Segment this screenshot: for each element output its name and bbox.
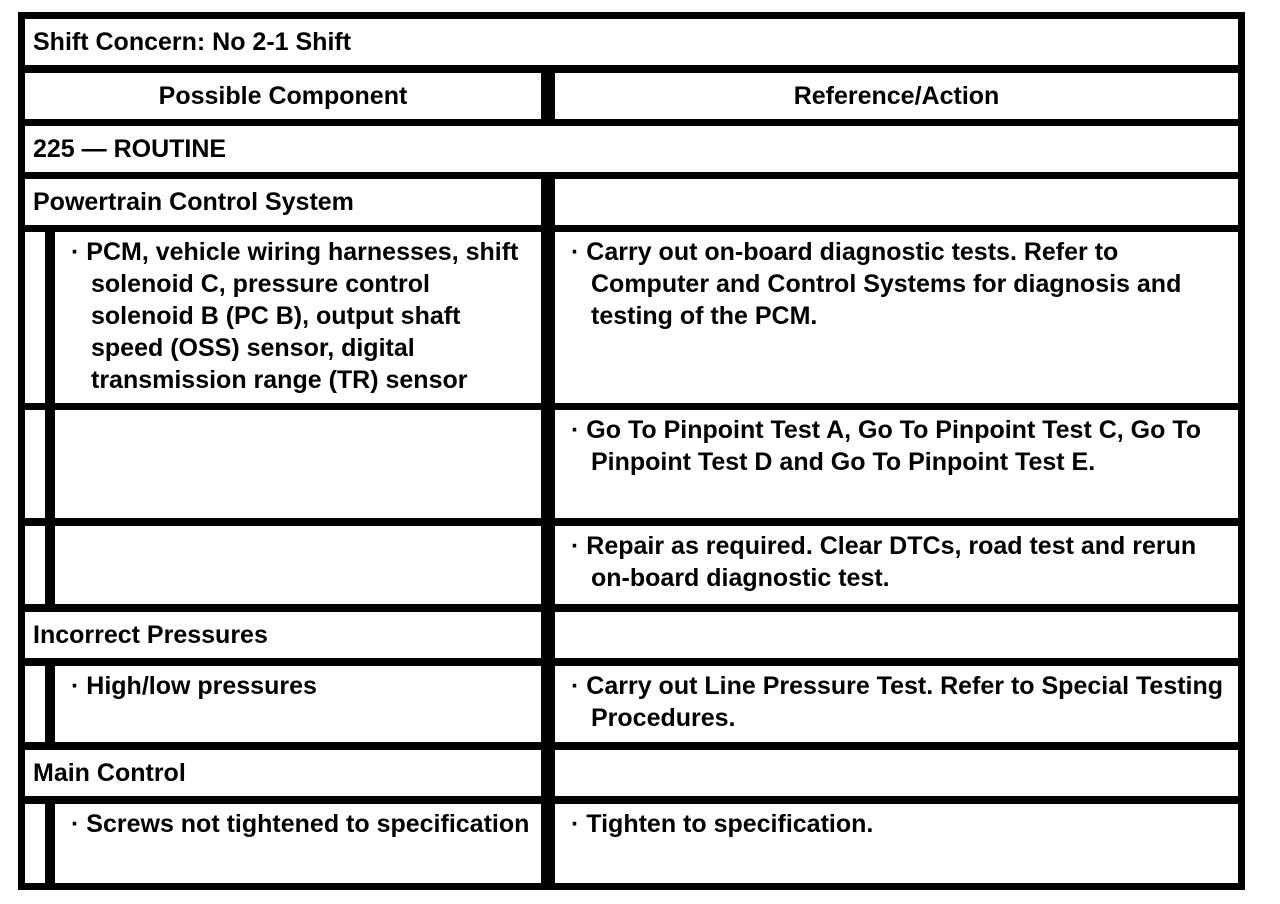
header-possible-component <box>25 73 541 119</box>
routine-row <box>25 126 1238 172</box>
indent-spacer <box>25 804 45 883</box>
group-heading-main-control-label: Main Control <box>33 759 186 787</box>
action-text: Go To Pinpoint Test A, Go To Pinpoint Test C, Go To Pinpoint Test D and Go To Pinpoint Test E. <box>586 416 1202 476</box>
component-text: PCM, vehicle wiring harnesses, shift solenoid C, pressure control solenoid B (PC B), output shaft speed (OSS) sensor, digital transmission range (TR) sensor <box>86 238 519 394</box>
group-heading-powertrain-label: Powertrain Control System <box>33 188 354 216</box>
indent-spacer <box>25 232 45 403</box>
bullet: · <box>571 238 580 266</box>
diagnostic-table <box>18 12 1245 890</box>
indent-spacer <box>25 526 45 604</box>
table-row-action <box>555 232 1238 403</box>
table-row-component <box>55 666 541 742</box>
table-row-action <box>555 410 1238 518</box>
group-heading-powertrain <box>25 179 541 225</box>
indent-spacer <box>25 410 45 518</box>
component-text: High/low pressures <box>86 672 317 700</box>
bullet: · <box>571 532 580 560</box>
table-row-component-empty <box>55 410 541 518</box>
bullet: · <box>71 238 80 266</box>
group-heading-incorrect-pressures-label: Incorrect Pressures <box>33 621 268 649</box>
group-heading-powertrain-action <box>555 179 1238 225</box>
table-row-action <box>555 804 1238 883</box>
action-text: Tighten to specification. <box>586 810 874 838</box>
header-reference-action-label: Reference/Action <box>793 82 1000 110</box>
group-heading-main-control-action <box>555 750 1238 796</box>
action-text: Carry out on-board diagnostic tests. Refer to Computer and Control Systems for diagnosis and testing of the PCM. <box>586 238 1182 330</box>
indent-spacer <box>25 666 45 742</box>
routine-label: 225 — ROUTINE <box>33 135 227 163</box>
table-row-component <box>55 232 541 403</box>
table-row-action <box>555 526 1238 604</box>
bullet: · <box>571 810 580 838</box>
group-heading-main-control <box>25 750 541 796</box>
group-heading-incorrect-pressures-action <box>555 612 1238 658</box>
bullet: · <box>571 672 580 700</box>
action-text: Repair as required. Clear DTCs, road test and rerun on-board diagnostic test. <box>586 532 1197 592</box>
group-heading-incorrect-pressures <box>25 612 541 658</box>
header-reference-action <box>555 73 1238 119</box>
table-row-action <box>555 666 1238 742</box>
table-title-text: Shift Concern: No 2-1 Shift <box>33 28 352 56</box>
header-possible-component-label: Possible Component <box>158 82 408 110</box>
bullet: · <box>71 672 80 700</box>
bullet: · <box>571 416 580 444</box>
table-row-component-empty <box>55 526 541 604</box>
component-text: Screws not tightened to specification <box>86 810 530 838</box>
action-text: Carry out Line Pressure Test. Refer to Special Testing Procedures. <box>586 672 1224 732</box>
table-row-component <box>55 804 541 883</box>
table-title <box>25 19 1238 65</box>
bullet: · <box>71 810 80 838</box>
